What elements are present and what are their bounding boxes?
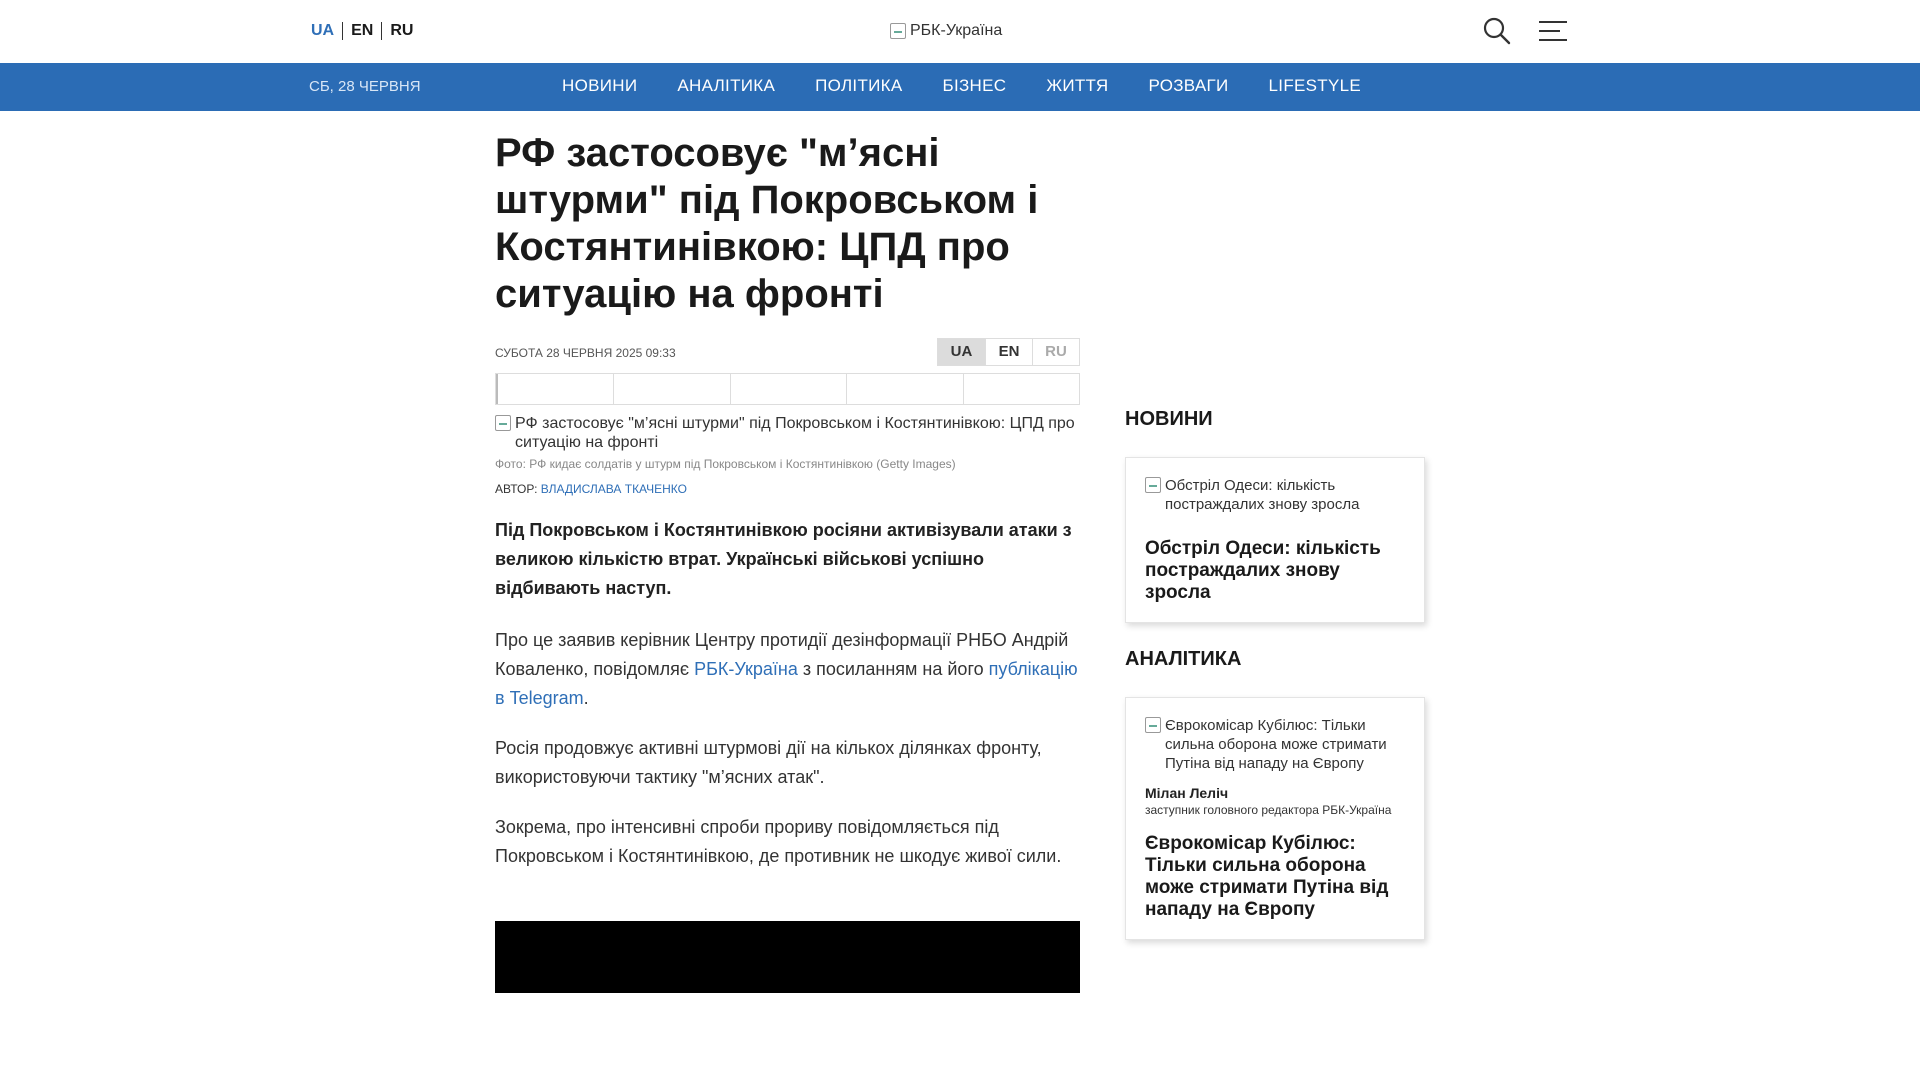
current-date: СБ, 28 ЧЕРВНЯ <box>309 78 421 95</box>
nav-item-life[interactable]: ЖИТТЯ <box>1046 76 1109 95</box>
article-paragraph: Зокрема, про інтенсивні спроби прориву повідомляється під Покровськом і Костянтинівкою, де противник не шкодує живої сили. <box>495 817 1062 866</box>
analytics-card[interactable] <box>1125 697 1425 940</box>
analytics-card-title[interactable]: Єврокомісар Кубілюс: Тільки сильна оборона може стримати Путіна від нападу на Європу <box>1145 833 1389 920</box>
nav-item-lifestyle[interactable]: LIFESTYLE <box>1268 76 1362 95</box>
share-button[interactable] <box>730 374 846 404</box>
article-lang-ru[interactable]: RU <box>1032 339 1079 365</box>
analytics-card-image <box>1145 716 1406 773</box>
nav-item-analytics[interactable]: АНАЛІТИКА <box>677 76 776 95</box>
broken-image-icon <box>1145 477 1161 493</box>
broken-image-icon <box>1145 717 1161 733</box>
image-alt-text: РФ застосовує "м’ясні штурми" під Покровськом і Костянтинівкою: ЦПД про ситуацію на фронті <box>515 415 1075 451</box>
paragraph-text: Про це заявив керівник Центру протидії дезінформації РНБО Андрій Коваленко, повідомляє <box>495 630 1069 679</box>
analytics-author-role: заступник головного редактора РБК-Україна <box>1145 803 1392 817</box>
lang-ua-link[interactable]: UA <box>311 22 335 39</box>
logo-alt-text: РБК-Україна <box>910 22 1003 39</box>
article-meta <box>495 338 1080 366</box>
news-card-title[interactable]: Обстріл Одеси: кількість постраждалих знову зросла <box>1145 538 1381 603</box>
site-logo[interactable] <box>890 22 1002 40</box>
article-language-switcher <box>937 338 1080 366</box>
lang-en-link[interactable]: EN <box>351 22 374 39</box>
video-player[interactable] <box>495 921 1080 993</box>
analytics-author-name: Мілан Леліч <box>1145 785 1229 801</box>
share-button[interactable] <box>496 374 613 404</box>
article-lang-en[interactable]: EN <box>985 339 1032 365</box>
paragraph-text: . <box>583 688 589 708</box>
top-header <box>0 0 1920 63</box>
share-button[interactable] <box>963 374 1079 404</box>
author-link[interactable]: ВЛАДИСЛАВА ТКАЧЕНКО <box>540 482 687 496</box>
image-caption: Фото: РФ кидає солдатів у штурм під Покровськом і Костянтинівкою (Getty Images) <box>495 457 956 471</box>
lang-ru-link[interactable]: RU <box>390 22 414 39</box>
image-alt-text: Єврокомісар Кубілюс: Тільки сильна оборона може стримати Путіна від нападу на Європу <box>1165 717 1387 772</box>
article-main-image <box>495 414 1080 452</box>
news-card[interactable] <box>1125 457 1425 623</box>
share-buttons <box>495 373 1080 405</box>
article-title: РФ застосовує "м’ясні штурми" під Покровськом і Костянтинівкою: ЦПД про ситуацію на фронті <box>495 131 1039 316</box>
image-alt-text: Обстріл Одеси: кількість постраждалих знову зросла <box>1165 477 1360 513</box>
article-paragraph: Росія продовжує активні штурмові дії на кількох ділянках фронту, використовуючи тактику "м’ясних атак". <box>495 738 1042 787</box>
publish-date: СУБОТА 28 ЧЕРВНЯ 2025 09:33 <box>495 346 676 360</box>
article-lead: Під Покровськом і Костянтинівкою росіяни активізували атаки з великою кількістю втрат. Українські військові успішно відбивають наступ. <box>495 520 1072 598</box>
article-lang-ua[interactable]: UA <box>938 339 985 365</box>
article-author <box>495 482 687 496</box>
nav-menu <box>562 76 1401 96</box>
author-label: АВТОР: <box>495 482 538 496</box>
news-section-title[interactable]: НОВИНИ <box>1125 408 1213 430</box>
nav-item-business[interactable]: БІЗНЕС <box>942 76 1007 95</box>
paragraph-text: з посиланням на його <box>797 659 989 679</box>
article <box>495 130 1080 866</box>
share-button[interactable] <box>846 374 962 404</box>
telegram-link[interactable]: публікацію в Telegram <box>495 659 1078 708</box>
nav-item-news[interactable]: НОВИНИ <box>562 76 638 95</box>
news-card-image <box>1145 476 1406 514</box>
nav-item-entertainment[interactable]: РОЗВАГИ <box>1148 76 1229 95</box>
share-button[interactable] <box>613 374 729 404</box>
main-navigation <box>0 63 1920 111</box>
broken-image-icon <box>495 415 511 431</box>
search-icon[interactable] <box>1482 16 1512 46</box>
language-switcher-top <box>311 22 421 40</box>
article-paragraph <box>495 626 1080 713</box>
broken-image-icon <box>890 23 906 39</box>
source-link[interactable]: РБК-Україна <box>694 659 798 679</box>
nav-item-politics[interactable]: ПОЛІТИКА <box>815 76 903 95</box>
analytics-section-title[interactable]: АНАЛІТИКА <box>1125 648 1242 670</box>
hamburger-menu-icon[interactable] <box>1538 20 1568 42</box>
